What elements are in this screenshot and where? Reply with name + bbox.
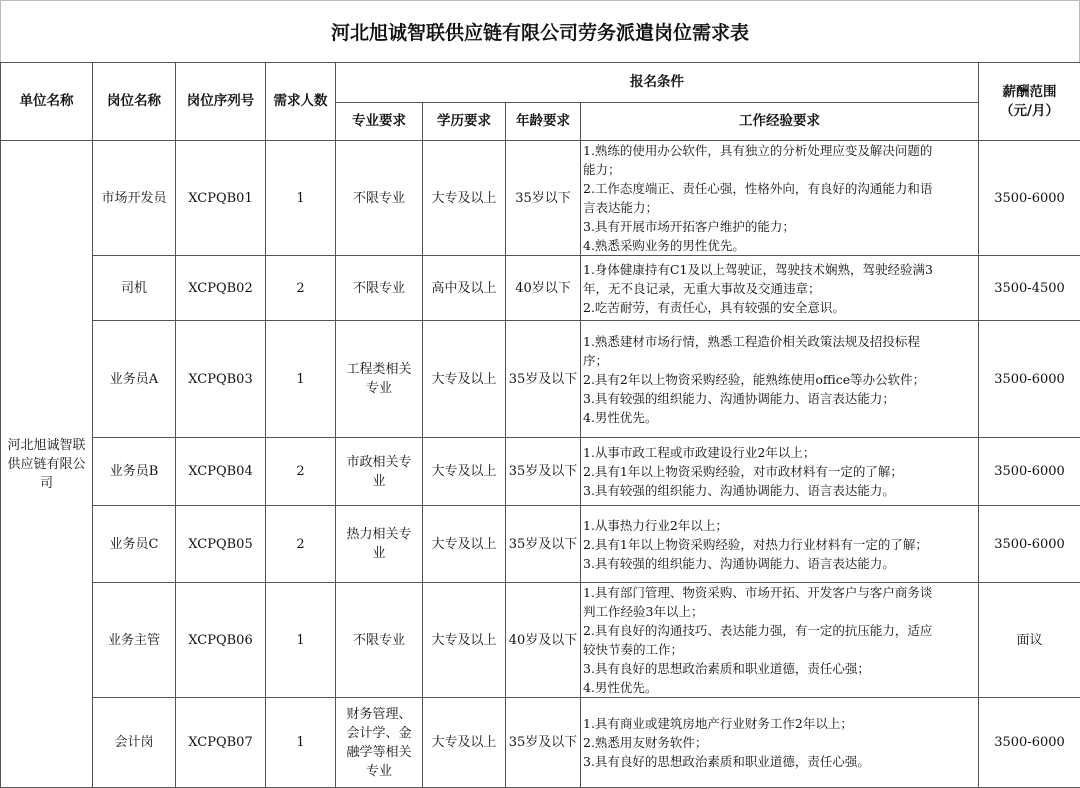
salary-cell: 3500-6000 xyxy=(979,698,1080,788)
major-cell: 热力相关专业 xyxy=(336,506,423,583)
experience-line: 2.具有1年以上物资采购经验，对市政材料有一定的了解； xyxy=(583,462,976,481)
count-cell: 2 xyxy=(266,438,336,506)
education-cell: 高中及以上 xyxy=(423,256,506,321)
experience-line: 2.工作态度端正、责任心强，性格外向，有良好的沟通能力和语 xyxy=(583,179,976,198)
code-cell: XCPQB01 xyxy=(176,141,266,256)
experience-cell xyxy=(581,698,979,788)
table-row xyxy=(1,321,1080,438)
header-experience: 工作经验要求 xyxy=(581,103,979,141)
position-cell: 市场开发员 xyxy=(93,141,176,256)
code-cell: XCPQB03 xyxy=(176,321,266,438)
position-cell: 业务主管 xyxy=(93,583,176,698)
experience-line: 4.男性优先。 xyxy=(583,408,976,427)
experience-line: 2.具有良好的沟通技巧、表达能力强，有一定的抗压能力，适应 xyxy=(583,621,976,640)
experience-line: 2.熟悉用友财务软件； xyxy=(583,733,976,752)
experience-line: 1.具有商业或建筑房地产行业财务工作2年以上； xyxy=(583,714,976,733)
experience-line: 2.具有1年以上物资采购经验，对热力行业材料有一定的了解； xyxy=(583,535,976,554)
experience-cell xyxy=(581,321,979,438)
experience-line: 3.具有较强的组织能力、沟通协调能力、语言表达能力。 xyxy=(583,554,976,573)
experience-line: 较快节奏的工作； xyxy=(583,640,976,659)
header-conditions: 报名条件 xyxy=(336,63,979,103)
major-cell: 不限专业 xyxy=(336,141,423,256)
education-cell: 大专及以上 xyxy=(423,438,506,506)
education-cell: 大专及以上 xyxy=(423,141,506,256)
header-count: 需求人数 xyxy=(266,63,336,141)
salary-cell: 3500-6000 xyxy=(979,438,1080,506)
code-cell: XCPQB05 xyxy=(176,506,266,583)
experience-line: 3.具有良好的思想政治素质和职业道德，责任心强。 xyxy=(583,752,976,771)
header-major: 专业要求 xyxy=(336,103,423,141)
count-cell: 1 xyxy=(266,141,336,256)
code-cell: XCPQB07 xyxy=(176,698,266,788)
experience-line: 1.熟练的使用办公软件，具有独立的分析处理应变及解决问题的 xyxy=(583,141,976,160)
table-row xyxy=(1,141,1080,256)
experience-line: 3.具有较强的组织能力、沟通协调能力、语言表达能力。 xyxy=(583,481,976,500)
salary-cell: 3500-6000 xyxy=(979,141,1080,256)
experience-cell xyxy=(581,438,979,506)
age-cell: 35岁及以下 xyxy=(506,321,581,438)
code-cell: XCPQB02 xyxy=(176,256,266,321)
count-cell: 1 xyxy=(266,583,336,698)
header-salary-line2: （元/月） xyxy=(981,102,1078,121)
age-cell: 35岁及以下 xyxy=(506,698,581,788)
experience-line: 3.具有良好的思想政治素质和职业道德，责任心强； xyxy=(583,659,976,678)
experience-line: 4.男性优先。 xyxy=(583,678,976,697)
major-cell: 财务管理、会计学、金融学等相关专业 xyxy=(336,698,423,788)
header-age: 年龄要求 xyxy=(506,103,581,141)
count-cell: 1 xyxy=(266,698,336,788)
age-cell: 35岁以下 xyxy=(506,141,581,256)
count-cell: 2 xyxy=(266,506,336,583)
count-cell: 2 xyxy=(266,256,336,321)
education-cell: 大专及以上 xyxy=(423,506,506,583)
experience-line: 3.具有开展市场开拓客户维护的能力； xyxy=(583,217,976,236)
salary-cell: 面议 xyxy=(979,583,1080,698)
table-row xyxy=(1,256,1080,321)
position-cell: 业务员C xyxy=(93,506,176,583)
position-cell: 业务员A xyxy=(93,321,176,438)
experience-line: 1.身体健康持有C1及以上驾驶证，驾驶技术娴熟，驾驶经验满3 xyxy=(583,260,976,279)
header-education: 学历要求 xyxy=(423,103,506,141)
count-cell: 1 xyxy=(266,321,336,438)
salary-cell: 3500-6000 xyxy=(979,321,1080,438)
experience-line: 2.吃苦耐劳，有责任心，具有较强的安全意识。 xyxy=(583,298,976,317)
table-row xyxy=(1,583,1080,698)
major-cell: 工程类相关专业 xyxy=(336,321,423,438)
education-cell: 大专及以上 xyxy=(423,583,506,698)
position-cell: 业务员B xyxy=(93,438,176,506)
age-cell: 35岁及以下 xyxy=(506,438,581,506)
header-salary-line1: 薪酬范围 xyxy=(981,83,1078,102)
experience-line: 言表达能力； xyxy=(583,198,976,217)
table-row xyxy=(1,506,1080,583)
age-cell: 35岁及以下 xyxy=(506,506,581,583)
experience-line: 2.具有2年以上物资采购经验，能熟练使用office等办公软件； xyxy=(583,370,976,389)
education-cell: 大专及以上 xyxy=(423,698,506,788)
experience-line: 判工作经验3年以上； xyxy=(583,602,976,621)
experience-cell xyxy=(581,141,979,256)
experience-cell xyxy=(581,506,979,583)
experience-line: 1.从事热力行业2年以上； xyxy=(583,516,976,535)
salary-cell: 3500-6000 xyxy=(979,506,1080,583)
experience-line: 序； xyxy=(583,351,976,370)
age-cell: 40岁及以下 xyxy=(506,583,581,698)
experience-line: 1.熟悉建材市场行情，熟悉工程造价相关政策法规及招投标程 xyxy=(583,332,976,351)
experience-cell xyxy=(581,256,979,321)
position-cell: 会计岗 xyxy=(93,698,176,788)
header-position: 岗位名称 xyxy=(93,63,176,141)
experience-line: 3.具有较强的组织能力、沟通协调能力、语言表达能力； xyxy=(583,389,976,408)
page-title: 河北旭诚智联供应链有限公司劳务派遣岗位需求表 xyxy=(0,0,1080,62)
code-cell: XCPQB06 xyxy=(176,583,266,698)
major-cell: 不限专业 xyxy=(336,256,423,321)
position-cell: 司机 xyxy=(93,256,176,321)
experience-line: 4.熟悉采购业务的男性优先。 xyxy=(583,236,976,255)
age-cell: 40岁以下 xyxy=(506,256,581,321)
table-row xyxy=(1,438,1080,506)
salary-cell: 3500-4500 xyxy=(979,256,1080,321)
experience-line: 能力； xyxy=(583,160,976,179)
major-cell: 不限专业 xyxy=(336,583,423,698)
table-row xyxy=(1,698,1080,788)
experience-cell xyxy=(581,583,979,698)
experience-line: 年，无不良记录，无重大事故及交通违章； xyxy=(583,279,976,298)
header-salary xyxy=(979,63,1080,141)
header-code: 岗位序列号 xyxy=(176,63,266,141)
experience-line: 1.具有部门管理、物资采购、市场开拓、开发客户与客户商务谈 xyxy=(583,583,976,602)
job-requirements-table xyxy=(0,62,1080,788)
major-cell: 市政相关专业 xyxy=(336,438,423,506)
code-cell: XCPQB04 xyxy=(176,438,266,506)
header-unit: 单位名称 xyxy=(1,63,93,141)
experience-line: 1.从事市政工程或市政建设行业2年以上； xyxy=(583,443,976,462)
unit-name-cell: 河北旭诚智联供应链有限公司 xyxy=(1,141,93,788)
education-cell: 大专及以上 xyxy=(423,321,506,438)
